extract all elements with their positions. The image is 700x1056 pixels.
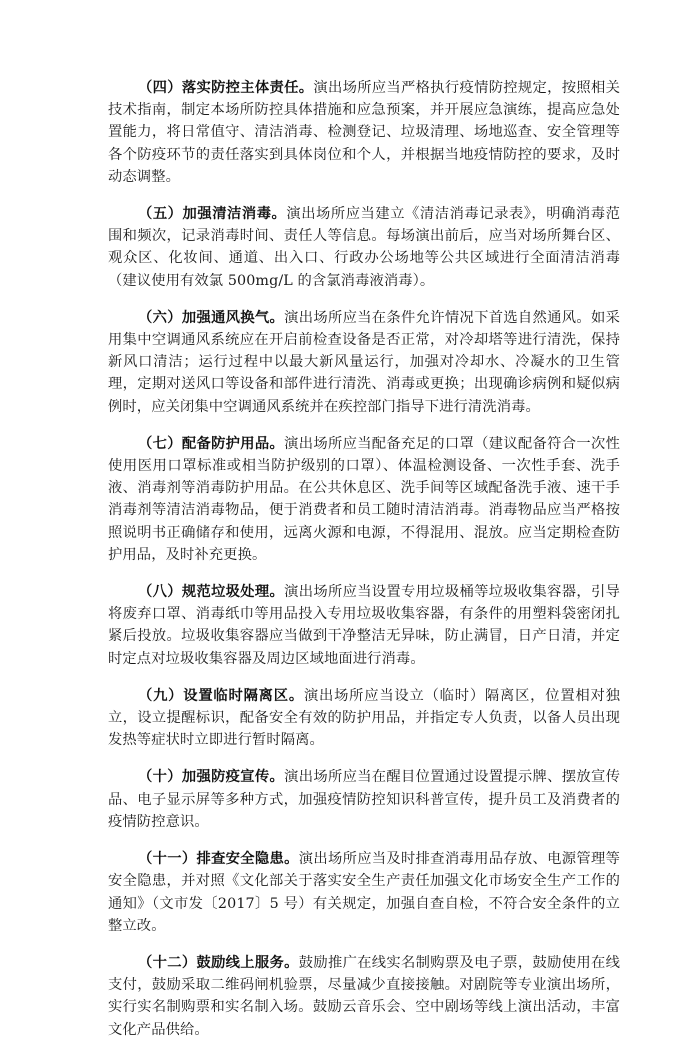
paragraph-section-9 xyxy=(108,685,620,752)
paragraph-section-5 xyxy=(108,203,620,292)
section-heading: （八）规范垃圾处理。 xyxy=(138,584,285,601)
section-heading: （七）配备防护用品。 xyxy=(138,435,285,452)
section-body: 演出场所应当在条件允许情况下首选自然通风。如采用集中空调通风系统应在开启前检查设备是否正常，对冷却塔等进行清洗，保持新风口清洁；运行过程中以最大新风量运行，加强对冷却水、冷凝水的卫生管理，定期对送风口等设备和部件进行清洗、消毒或更换；出现确诊病例和疑似病例时，应关闭集中空调通风系统并在疾控部门指导下进行清洗消毒。 xyxy=(108,309,620,415)
section-body: 演出场所应当建立《清洁消毒记录表》，明确消毒范围和频次，记录消毒时间、责任人等信息。每场演出前后，应当对场所舞台区、观众区、化妆间、通道、出入口、行政办公场地等公共区域进行全面清洁消毒（建议使用有效氯 500mg/L 的含氯消毒液消毒）。 xyxy=(108,206,620,289)
section-body: 演出场所应当配备充足的口罩（建议配备符合一次性使用医用口罩标准或相当防护级别的口罩）、体温检测设备、一次性手套、洗手液、消毒剂等消毒防护用品。在公共休息区、洗手间等区域配备洗手液、速干手消毒剂等清洁消毒物品，便于消费者和员工随时清洁消毒。消毒物品应当严格按照说明书正确储存和使用，远离火源和电源，不得混用、混放。应当定期检查防护用品，及时补充更换。 xyxy=(108,435,620,563)
section-heading: （六）加强通风换气。 xyxy=(138,309,285,326)
paragraph-section-8 xyxy=(108,581,620,670)
section-heading: （十二）鼓励线上服务。 xyxy=(138,954,299,971)
section-body: 演出场所应当在醒目位置通过设置提示牌、摆放宣传品、电子显示屏等多种方式，加强疫情防控知识科普宣传，提升员工及消费者的疫情防控意识。 xyxy=(108,769,620,830)
paragraph-section-10 xyxy=(108,766,620,833)
paragraph-section-4 xyxy=(108,77,620,188)
section-heading: （九）设置临时隔离区。 xyxy=(138,687,304,704)
paragraph-section-7 xyxy=(108,433,620,566)
section-heading: （十一）排查安全隐患。 xyxy=(138,851,299,868)
paragraph-section-6 xyxy=(108,307,620,418)
section-body: 演出场所应当严格执行疫情防控规定，按照相关技术指南，制定本场所防控具体措施和应急预案，并开展应急演练，提高应急处置能力，将日常值守、清洁消毒、检测登记、垃圾清理、场地巡查、安全管理等各个防疫环节的责任落实到具体岗位和个人，并根据当地疫情防控的要求，及时动态调整。 xyxy=(108,80,620,185)
document-body xyxy=(108,77,620,1056)
section-body: 鼓励推广在线实名制购票及电子票，鼓励使用在线支付，鼓励采取二维码闸机验票，尽量减少直接接触。对剧院等专业演出场所，实行实名制购票和实名制入场。鼓励云音乐会、空中剧场等线上演出活动，丰富文化产品供给。 xyxy=(108,954,620,1038)
paragraph-section-11 xyxy=(108,848,620,937)
section-body: 演出场所应当设立（临时）隔离区，位置相对独立，设立提醒标识，配备安全有效的防护用品，并指定专人负责，以备人员出现发热等症状时立即进行暂时隔离。 xyxy=(108,687,620,749)
paragraph-section-12 xyxy=(108,952,620,1041)
section-body: 演出场所应当设置专用垃圾桶等垃圾收集容器，引导将废弃口罩、消毒纸巾等用品投入专用垃圾收集容器，有条件的用塑料袋密闭扎紧后投放。垃圾收集容器应当做到干净整洁无异味，防止满冒，日产日清，并定时定点对垃圾收集容器及周边区域地面进行消毒。 xyxy=(108,584,620,667)
section-heading: （五）加强清洁消毒。 xyxy=(138,206,287,223)
section-body: 演出场所应当及时排查消毒用品存放、电源管理等安全隐患，并对照《文化部关于落实安全生产责任加强文化市场安全生产工作的通知》（文市发〔2017〕5 号）有关规定，加强自查自检，不符合安全条件的立整立改。 xyxy=(108,851,620,934)
section-heading: （四）落实防控主体责任。 xyxy=(138,80,314,96)
section-heading: （十）加强防疫宣传。 xyxy=(138,769,285,786)
